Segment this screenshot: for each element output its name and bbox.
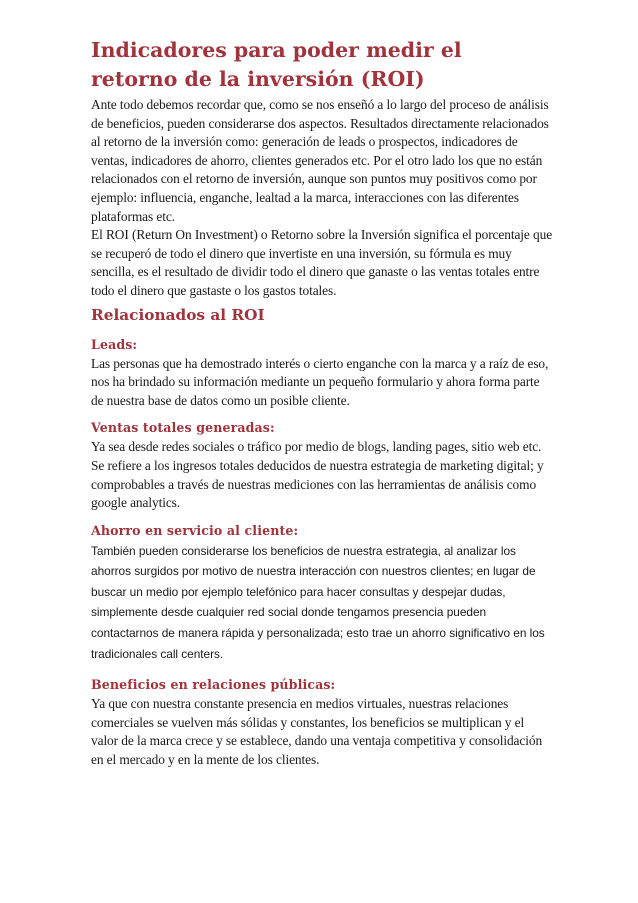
subsection-heading: Beneficios en relaciones públicas: bbox=[91, 677, 336, 693]
intro-paragraph-2: El ROI (Return On Investment) o Retorno sobre la Inversión significa el porcentaje que se recuperó de todo el dinero que invertiste en una inversión, su fórmula es muy sencilla, es el resultado de dividir todo el dinero que ganaste o las ventas totales entre todo el dinero que gastaste o los gastos totales. bbox=[91, 227, 553, 298]
document-title: Indicadores para poder medir el retorno de la inversión (ROI) bbox=[91, 38, 462, 91]
subsection-heading: Ahorro en servicio al cliente: bbox=[91, 522, 299, 538]
section-beneficios-rp bbox=[91, 676, 553, 769]
subsection-heading: Leads: bbox=[91, 336, 138, 352]
subsection-text: Las personas que ha demostrado interés o cierto enganche con la marca y a raíz de eso, nos ha brindado su información mediante un pequeño formulario y ahora forma parte de nuestra base de datos como un posible cliente. bbox=[91, 355, 549, 408]
document-page bbox=[91, 36, 553, 770]
subsection-heading: Ventas totales generadas: bbox=[91, 420, 275, 436]
subsection-text: Ya que con nuestra constante presencia en medios virtuales, nuestras relaciones comerciales se vuelven más sólidas y constantes, los beneficios se multiplican y el valor de la marca crece y se establece, dando una ventaja competitiva y consolidación en el mercado y en la mente de los clientes. bbox=[91, 696, 543, 768]
intro-paragraph-1: Ante todo debemos recordar que, como se nos enseñó a lo largo del proceso de análisis de beneficios, pueden considerarse dos aspectos. Resultados directamente relacionados al retorno de la inversión como: generación de leads o prospectos, indicadores de ventas, indicadores de ahorro, clientes generados etc. Por el otro lado los que no están relacionados con el retorno de inversión, aunque son puntos muy positivos como por ejemplo: influencia, enganche, lealtad a la marca, interacciones con las diferentes plataformas etc. bbox=[91, 97, 549, 224]
section-heading: Relacionados al ROI bbox=[91, 305, 265, 324]
subsection-text: También pueden considerarse los beneficios de nuestra estrategia, al analizar los ahorros surgidos por motivo de nuestra interacción con nuestros clientes; en lugar de buscar un medio por ejemplo telefónico para hacer consultas y despejar dudas, simplemente desde cualquier red social donde tengamos presencia pueden contactarnos de manera rápida y personalizada; esto trae un ahorro significativo en los tradicionales call centers. bbox=[91, 543, 545, 661]
subsection-text: Ya sea desde redes sociales o tráfico por medio de blogs, landing pages, sitio web etc. Se refiere a los ingresos totales deducidos de nuestra estrategia de marketing digital; y comprobables a través de nuestras mediciones con las herramientas de análisis como google analytics. bbox=[91, 439, 544, 511]
section-ahorro-servicio bbox=[91, 522, 553, 665]
section-leads bbox=[91, 336, 553, 411]
section-ventas-totales bbox=[91, 419, 553, 512]
